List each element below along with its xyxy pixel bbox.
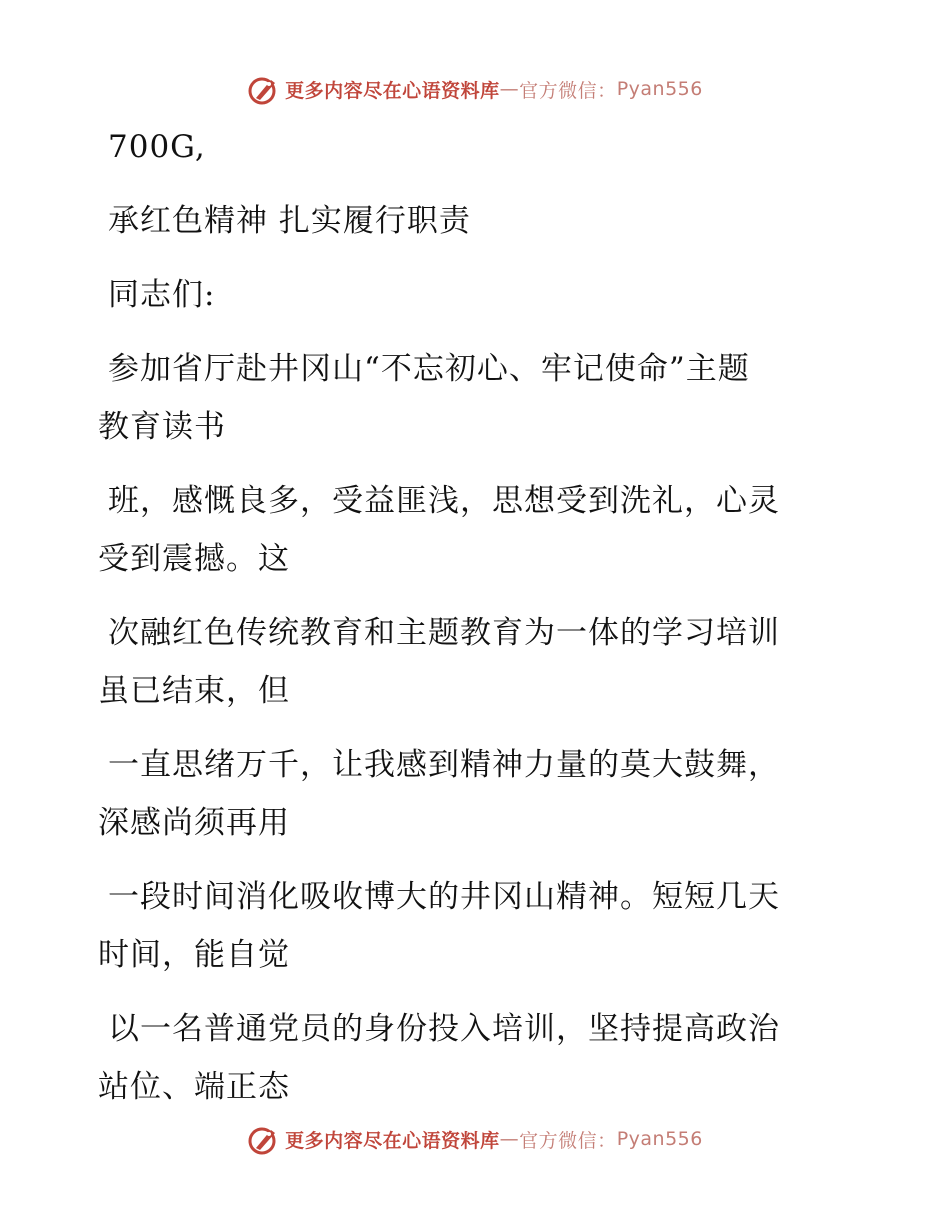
doc-title: 承红色精神 扎实履行职责: [108, 203, 471, 239]
watermark-tail: 官方微信：: [519, 1129, 617, 1152]
doc-line: 参加省厅赴井冈山“不忘初心、牢记使命”主题: [108, 351, 750, 387]
watermark-id: Pyan556: [616, 1128, 703, 1150]
document-body: [98, 118, 838, 1116]
doc-line: 次融红色传统教育和主题教育为一体的学习培训: [108, 615, 780, 651]
watermark-dash: —: [499, 78, 520, 100]
doc-salutation: 同志们:: [108, 277, 216, 313]
doc-line: 一段时间消化吸收博大的井冈山精神。短短几天: [108, 879, 780, 915]
doc-line: 700G,: [108, 129, 206, 165]
pen-logo-icon: [247, 72, 281, 106]
watermark-lead: 更多内容尽在心语资料库: [285, 79, 500, 102]
watermark-dash: —: [499, 1128, 520, 1150]
header-watermark: [0, 72, 950, 106]
doc-line: 以一名普通党员的身份投入培训，坚持提高政治: [108, 1011, 780, 1047]
doc-line: 教育读书: [98, 409, 226, 445]
watermark-id: Pyan556: [616, 78, 703, 100]
pen-logo-icon: [247, 1122, 281, 1156]
watermark-tail: 官方微信：: [519, 79, 617, 102]
doc-line: 一直思绪万千，让我感到精神力量的莫大鼓舞，: [108, 747, 780, 783]
footer-watermark: [0, 1122, 950, 1156]
doc-line: 受到震撼。这: [98, 541, 290, 577]
doc-line: 深感尚须再用: [98, 805, 290, 841]
doc-line: 时间，能自觉: [98, 937, 290, 973]
doc-line: 班，感慨良多，受益匪浅，思想受到洗礼，心灵: [108, 483, 780, 519]
doc-line: 站位、端正态: [98, 1069, 290, 1105]
doc-line: 虽已结束，但: [98, 673, 290, 709]
watermark-lead: 更多内容尽在心语资料库: [285, 1129, 500, 1152]
